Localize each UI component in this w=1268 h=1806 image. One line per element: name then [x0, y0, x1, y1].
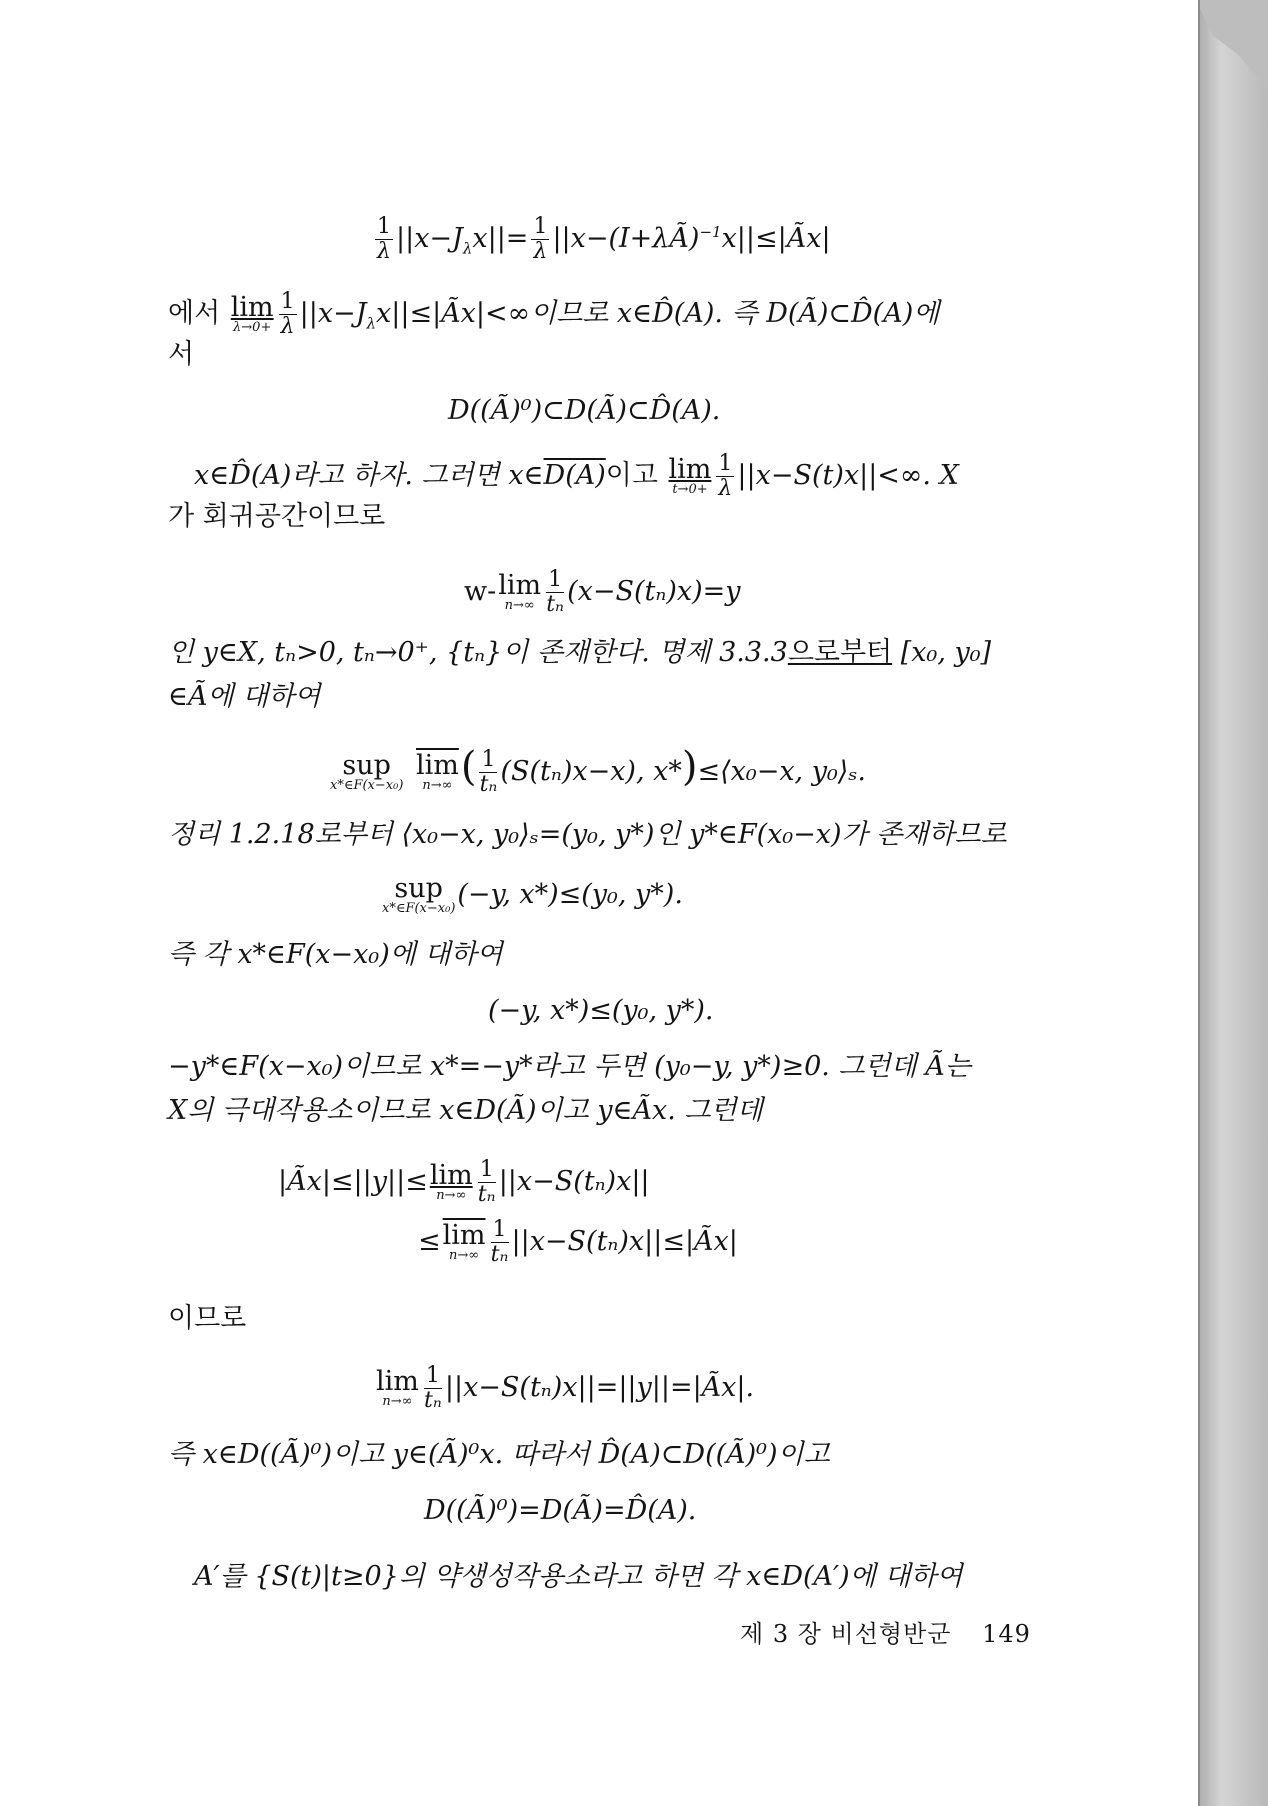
fraction: $\frac{1}{\text{tₙ}}$	[423, 1363, 442, 1413]
equation-9: D((Ã)⁰)=D(Ã)=D̂(A).	[424, 1495, 697, 1526]
paragraph-5: 즉 각 x*∈F(x−x₀)에 대하여	[168, 939, 503, 970]
liminf-operator: lim n→∞	[429, 1160, 473, 1203]
equation-8: lim n→∞ $\frac{1}{\text{tₙ}}$ ||x−S(tₙ)x||=||y||=|Ãx|.	[376, 1363, 755, 1413]
paragraph-2: x∈D̂(A)라고 하자. 그러면 x∈D(A)이고 lim t→0+ $\frac{1}{\lambda}$ ||x−S(t)x||<∞. X	[194, 451, 959, 501]
paragraph-3: 인 y∈X, tₙ>0, tₙ→0⁺, {tₙ}이 존재한다. 명제 3.3.3으로부터 [x₀, y₀]	[168, 637, 992, 668]
fraction: $\frac{1}{\text{tₙ}}$	[490, 1217, 509, 1267]
paragraph-1: 에서 lim λ→0+ $\frac{1}{\lambda}$ $||x-J_\lambda x||\le|Ãx|<\infty$이므로 x∈D̂(A). 즉 D(Ã)⊂D̂(A)에	[168, 289, 940, 339]
equation-3: w- lim n→∞ $\frac{1}{\text{tₙ}}$ (x−S(tₙ)x)=y	[464, 567, 741, 617]
fraction: $\frac{1}{\lambda}$	[718, 451, 733, 501]
paragraph-3-cont: ∈Ã에 대하여	[168, 681, 321, 712]
limsup-operator: $\overline{lim}$ n→∞	[415, 750, 459, 793]
chapter-title: 제 3 장 비선형반군	[740, 1620, 952, 1648]
equation-1: $\frac{1}{\lambda}$ $||x-J_\lambda x||=$ $\frac{1}{\lambda}$ ||x−(I+λÃ)$^{-1}$x||≤|Ãx|	[377, 214, 831, 264]
limit-operator: lim n→∞	[498, 570, 542, 613]
page-edge-shadow	[1196, 0, 1268, 1806]
fraction: $\frac{1}{\text{tₙ}}$	[479, 747, 498, 797]
equation-2: D((Ã)⁰)⊂D(Ã)⊂D̂(A).	[448, 395, 721, 426]
fraction: $\frac{1}{\text{tₙ}}$	[546, 567, 564, 617]
limsup-operator: $\overline{lim}$ n→∞	[442, 1220, 486, 1263]
sup-operator: sup x*∈F(x−x₀)	[330, 750, 404, 793]
fraction: $\frac{1}{\lambda}$	[280, 289, 295, 339]
equation-7-line-2: ≤ $\overline{lim}$ n→∞ $\frac{1}{\text{tₙ}}$ ||x−S(tₙ)x||≤|Ãx|	[418, 1217, 738, 1267]
paragraph-6: −y*∈F(x−x₀)이므로 x*=−y*라고 두면 (y₀−y, y*)≥0. 그런데 Ã는	[168, 1051, 971, 1082]
paragraph-1-cont: 서	[168, 339, 195, 370]
equation-5: sup x*∈F(x−x₀) (−y, x*)≤(y₀, y*).	[382, 873, 683, 916]
equation-6: (−y, x*)≤(y₀, y*).	[488, 995, 714, 1026]
sup-operator: sup x*∈F(x−x₀)	[382, 873, 456, 916]
limit-operator: lim λ→0+	[230, 292, 274, 335]
equation-7-line-1: |Ãx|≤||y||≤ lim n→∞ $\frac{1}{\text{tₙ}}$ ||x−S(tₙ)x||	[278, 1157, 650, 1207]
paragraph-6-cont: X의 극대작용소이므로 x∈D(Ã)이고 y∈Ãx. 그런데	[168, 1095, 763, 1126]
fraction: $\frac{1}{\lambda}$	[377, 214, 391, 264]
page-number: 149	[982, 1620, 1031, 1648]
fraction: $\frac{1}{\text{tₙ}}$	[477, 1157, 496, 1207]
paragraph-9: A′를 {S(t)|t≥0}의 약생성작용소라고 하면 각 x∈D(A′)에 대하여	[194, 1561, 963, 1592]
running-footer	[740, 1614, 1031, 1649]
paragraph-4: 정리 1.2.18로부터 ⟨x₀−x, y₀⟩ₛ=(y₀, y*)인 y*∈F(x₀−x)가 존재하므로	[168, 819, 1007, 850]
paragraph-8: 즉 x∈D((Ã)⁰)이고 y∈(Ã)⁰x. 따라서 D̂(A)⊂D((Ã)⁰)이고	[168, 1439, 830, 1470]
fraction: $\frac{1}{\lambda}$	[533, 214, 548, 264]
paragraph-7: 이므로	[168, 1303, 247, 1334]
equation-4: sup x*∈F(x−x₀) $\overline{lim}$ n→∞ ( $\frac{1}{\text{tₙ}}$ (S(tₙ)x−x), x*)≤⟨x₀−x, y₀⟩ₛ.	[330, 744, 866, 797]
paragraph-2-cont: 가 회귀공간이므로	[168, 501, 386, 532]
limit-operator: lim t→0+	[668, 454, 712, 497]
limit-operator: lim n→∞	[376, 1366, 419, 1409]
